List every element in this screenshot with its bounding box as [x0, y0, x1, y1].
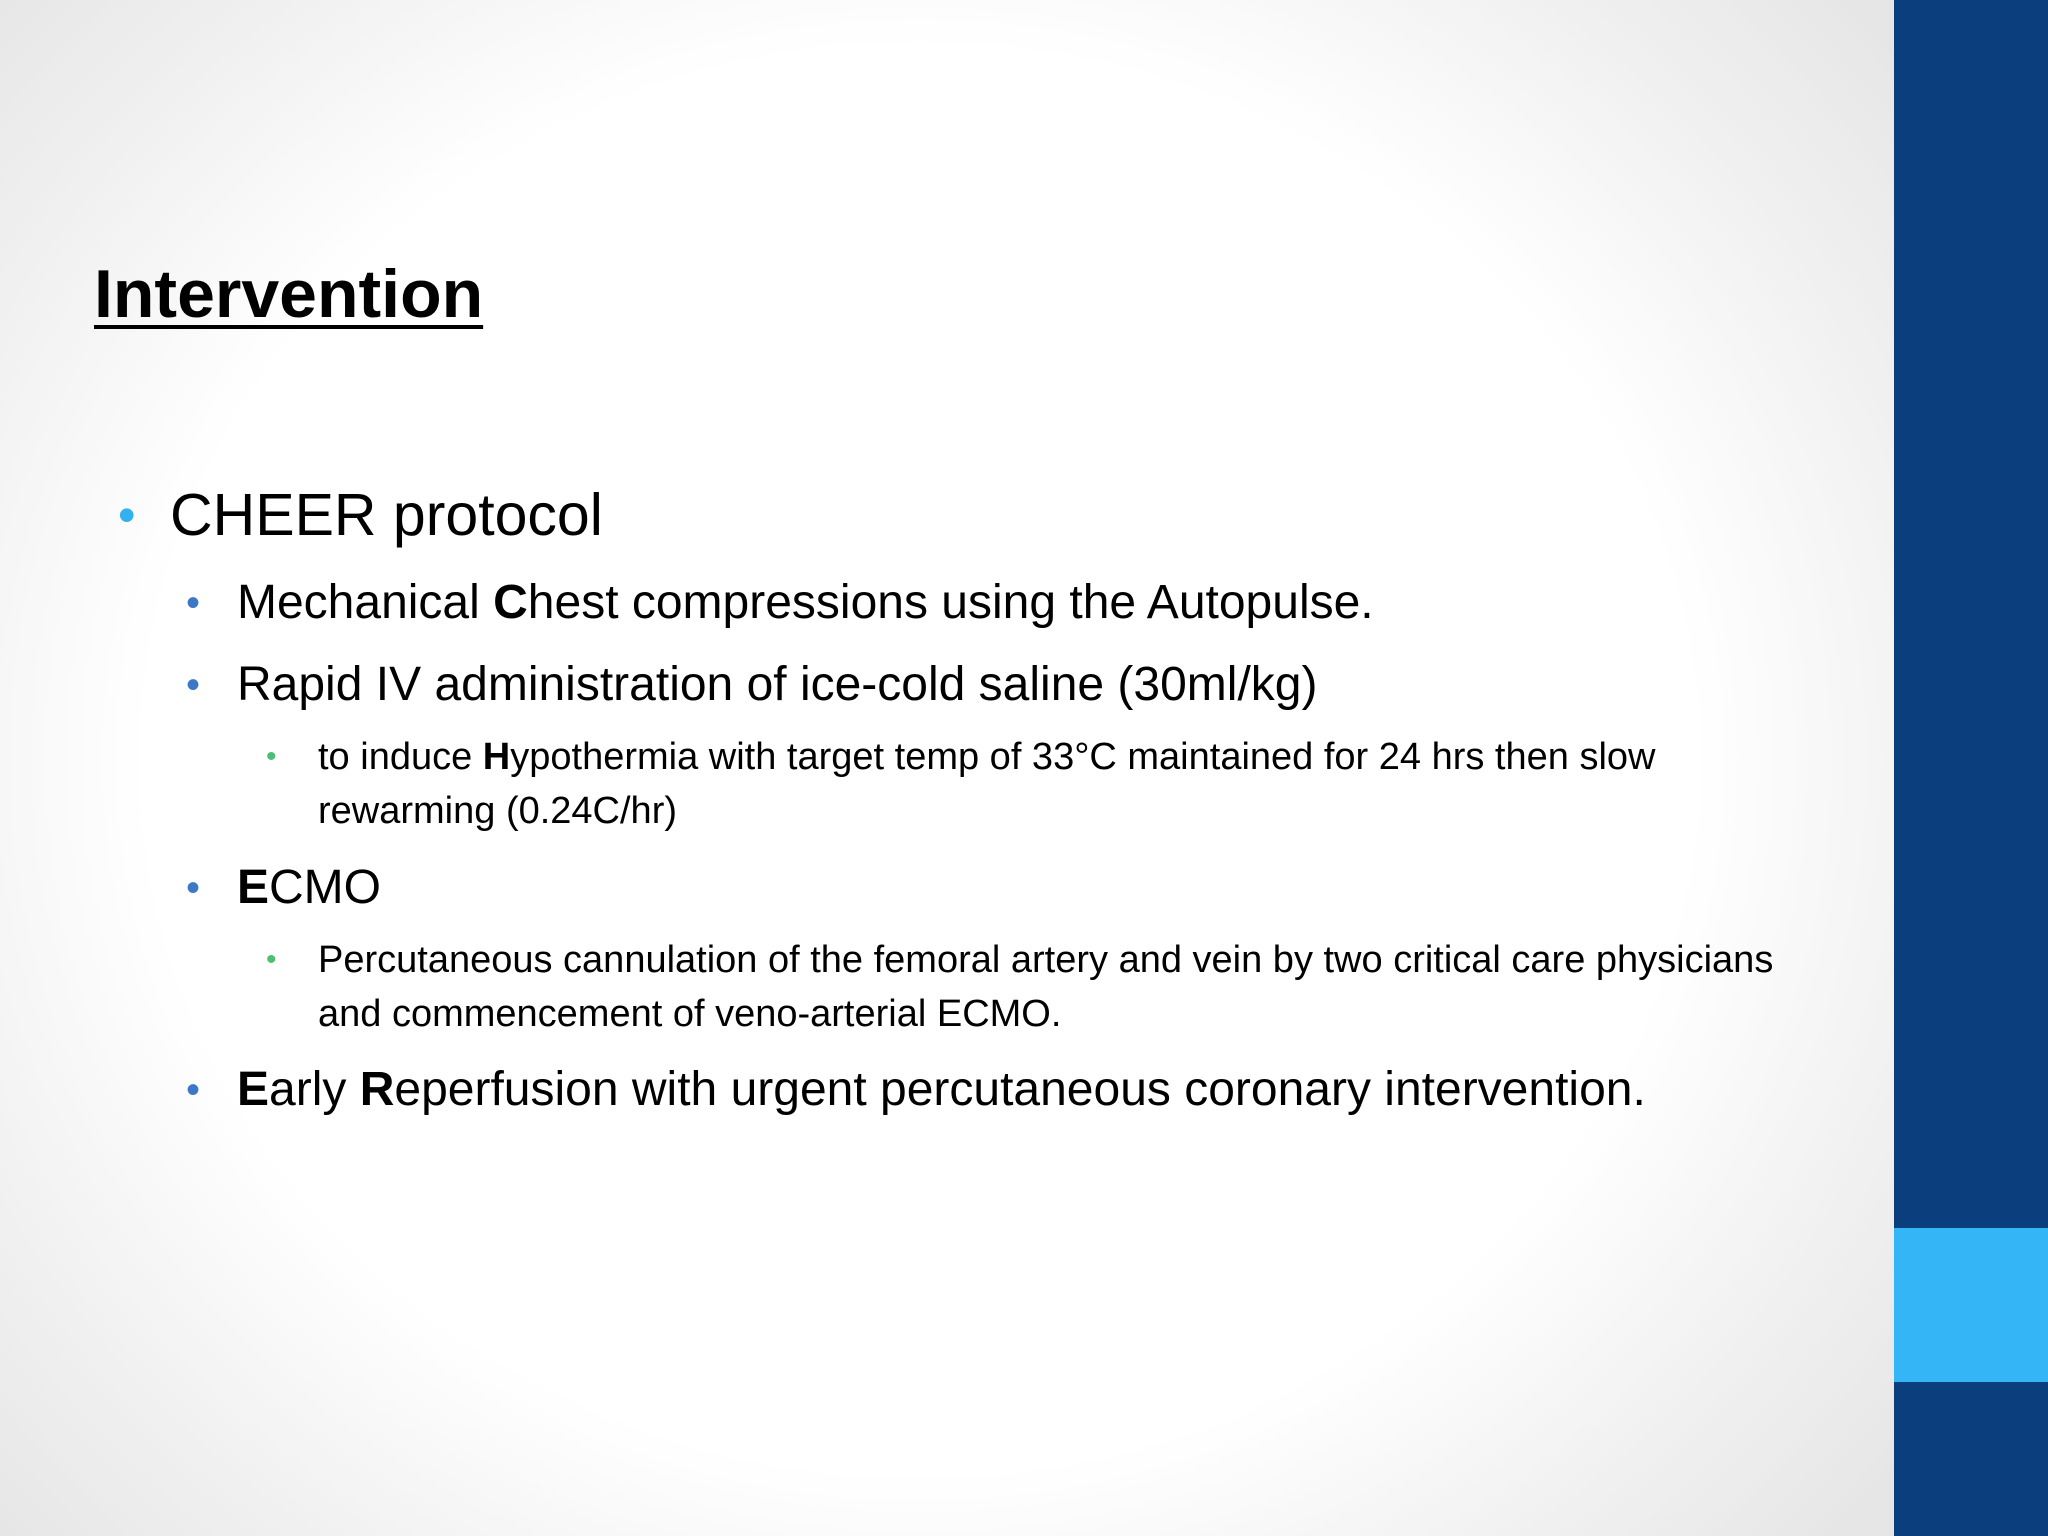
bullet-hypothermia: [266, 730, 1838, 838]
bullet-cheer-protocol: [118, 480, 603, 550]
slide-title: Intervention: [94, 256, 484, 332]
bullet-text-bold: E: [237, 1063, 270, 1116]
bullet-text: CMO: [269, 861, 381, 914]
bullet-dot-icon: •: [118, 487, 136, 543]
bullet-chest-compressions: [186, 575, 1374, 631]
bullet-text: Percutaneous cannulation of the femoral artery and vein by two critical care physicians and commencement of veno-arterial ECMO.: [318, 939, 1774, 1035]
bullet-dot-icon: •: [266, 943, 277, 976]
bullet-ecmo: [186, 860, 381, 916]
bullet-rapid-iv: [186, 657, 1318, 713]
bullet-text: arly: [269, 1063, 360, 1116]
bullet-cannulation: [266, 933, 1838, 1041]
bullet-dot-icon: •: [186, 663, 201, 707]
bullet-text: hest compressions using the Autopulse.: [527, 576, 1374, 629]
bullet-dot-icon: •: [186, 866, 201, 910]
bullet-text: eperfusion with urgent percutaneous coronary intervention.: [394, 1063, 1646, 1116]
bullet-text-bold: C: [493, 576, 528, 629]
bullet-text: CHEER protocol: [170, 482, 603, 548]
bullet-text: ypothermia with target temp of 33°C maintained for 24 hrs then slow rewarming (0.24C/hr): [318, 736, 1656, 832]
bullet-dot-icon: •: [186, 1068, 201, 1112]
bullet-text: Mechanical: [237, 576, 494, 629]
bullet-text-bold: H: [482, 736, 511, 778]
bullet-early-reperfusion: [186, 1062, 1646, 1118]
bullet-text: to induce: [318, 736, 483, 778]
bullet-dot-icon: •: [186, 581, 201, 625]
bullet-text-bold: E: [237, 861, 270, 914]
sidebar-accent-block: [1894, 1228, 2048, 1382]
bullet-dot-icon: •: [266, 740, 277, 773]
bullet-text-bold: R: [359, 1063, 395, 1116]
bullet-text: Rapid IV administration of ice-cold saline (30ml/kg): [237, 658, 1318, 711]
